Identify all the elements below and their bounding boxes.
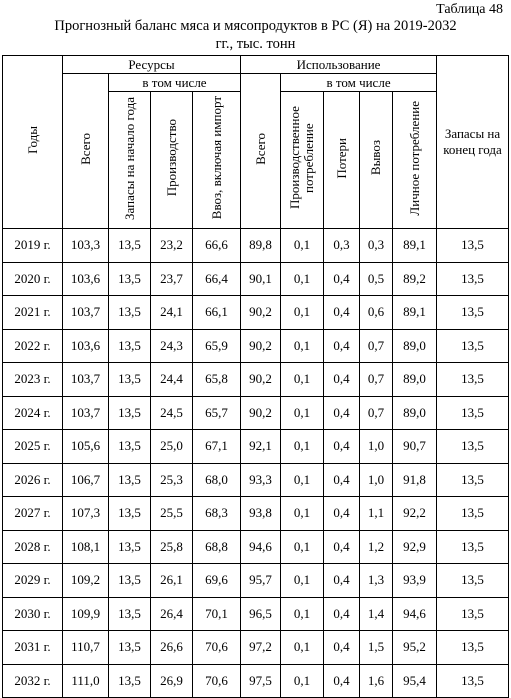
year-cell: 2025 г.: [3, 430, 63, 464]
year-cell: 2026 г.: [3, 463, 63, 497]
value-cell: 103,6: [63, 329, 109, 363]
header-usage-total: Всего: [241, 74, 281, 229]
value-cell: 66,6: [193, 229, 241, 263]
value-cell: 13,5: [437, 597, 509, 631]
value-cell: 97,2: [241, 631, 281, 665]
value-cell: 95,2: [393, 631, 437, 665]
header-usage: Использование: [241, 56, 437, 74]
value-cell: 0,1: [281, 564, 324, 598]
year-cell: 2031 г.: [3, 631, 63, 665]
value-cell: 23,2: [151, 229, 193, 263]
value-cell: 13,5: [109, 296, 151, 330]
value-cell: 0,1: [281, 463, 324, 497]
table-row: [3, 262, 509, 296]
value-cell: 108,1: [63, 530, 109, 564]
value-cell: 13,5: [437, 463, 509, 497]
value-cell: 94,6: [393, 597, 437, 631]
value-cell: 103,7: [63, 296, 109, 330]
value-cell: 0,1: [281, 329, 324, 363]
value-cell: 90,2: [241, 296, 281, 330]
value-cell: 90,7: [393, 430, 437, 464]
table-row: [3, 631, 509, 665]
value-cell: 0,4: [324, 631, 360, 665]
value-cell: 26,6: [151, 631, 193, 665]
table-row: [3, 463, 509, 497]
value-cell: 103,7: [63, 396, 109, 430]
value-cell: 25,3: [151, 463, 193, 497]
value-cell: 24,1: [151, 296, 193, 330]
value-cell: 13,5: [109, 530, 151, 564]
value-cell: 68,0: [193, 463, 241, 497]
value-cell: 89,0: [393, 396, 437, 430]
table-row: [3, 430, 509, 464]
value-cell: 26,1: [151, 564, 193, 598]
table-body: [3, 229, 509, 698]
value-cell: 0,4: [324, 564, 360, 598]
value-cell: 1,0: [360, 430, 393, 464]
year-cell: 2027 г.: [3, 497, 63, 531]
value-cell: 0,1: [281, 430, 324, 464]
value-cell: 66,4: [193, 262, 241, 296]
table-title: Прогнозный баланс мяса и мясопродуктов в РС (Я) на 2019-2032: [54, 18, 457, 34]
value-cell: 106,7: [63, 463, 109, 497]
value-cell: 13,5: [437, 497, 509, 531]
value-cell: 90,1: [241, 262, 281, 296]
value-cell: 13,5: [109, 396, 151, 430]
header-losses: Потери: [324, 92, 360, 229]
table-row: [3, 530, 509, 564]
value-cell: 0,7: [360, 329, 393, 363]
value-cell: 13,5: [109, 463, 151, 497]
table-row: [3, 396, 509, 430]
value-cell: 24,3: [151, 329, 193, 363]
value-cell: 13,5: [109, 664, 151, 698]
value-cell: 90,2: [241, 329, 281, 363]
table-title-units: гг., тыс. тонн: [215, 36, 296, 52]
value-cell: 13,5: [109, 363, 151, 397]
year-cell: 2032 г.: [3, 664, 63, 698]
value-cell: 0,4: [324, 597, 360, 631]
year-cell: 2024 г.: [3, 396, 63, 430]
value-cell: 109,9: [63, 597, 109, 631]
value-cell: 95,4: [393, 664, 437, 698]
value-cell: 1,0: [360, 463, 393, 497]
value-cell: 0,6: [360, 296, 393, 330]
value-cell: 13,5: [437, 631, 509, 665]
value-cell: 70,6: [193, 631, 241, 665]
value-cell: 65,7: [193, 396, 241, 430]
value-cell: 0,1: [281, 497, 324, 531]
header-export: Вывоз: [360, 92, 393, 229]
value-cell: 13,5: [437, 564, 509, 598]
year-cell: 2020 г.: [3, 262, 63, 296]
table-row: [3, 597, 509, 631]
value-cell: 68,8: [193, 530, 241, 564]
value-cell: 90,2: [241, 363, 281, 397]
header-stocks-end: Запасы на конец года: [437, 56, 509, 229]
value-cell: 70,1: [193, 597, 241, 631]
value-cell: 95,7: [241, 564, 281, 598]
value-cell: 0,1: [281, 262, 324, 296]
value-cell: 67,1: [193, 430, 241, 464]
value-cell: 13,5: [109, 229, 151, 263]
value-cell: 93,8: [241, 497, 281, 531]
table-row: [3, 329, 509, 363]
year-cell: 2019 г.: [3, 229, 63, 263]
value-cell: 105,6: [63, 430, 109, 464]
value-cell: 0,4: [324, 530, 360, 564]
value-cell: 0,7: [360, 363, 393, 397]
table-row: [3, 296, 509, 330]
value-cell: 0,4: [324, 430, 360, 464]
value-cell: 89,0: [393, 329, 437, 363]
value-cell: 1,2: [360, 530, 393, 564]
value-cell: 13,5: [437, 296, 509, 330]
header-production: Производство: [151, 92, 193, 229]
value-cell: 0,1: [281, 631, 324, 665]
value-cell: 111,0: [63, 664, 109, 698]
value-cell: 0,7: [360, 396, 393, 430]
value-cell: 96,5: [241, 597, 281, 631]
value-cell: 70,6: [193, 664, 241, 698]
header-years: Годы: [3, 56, 63, 229]
value-cell: 13,5: [109, 329, 151, 363]
value-cell: 26,9: [151, 664, 193, 698]
value-cell: 13,5: [109, 497, 151, 531]
table-row: [3, 497, 509, 531]
meat-balance-table: [2, 55, 509, 698]
value-cell: 94,6: [241, 530, 281, 564]
value-cell: 0,4: [324, 664, 360, 698]
header-import: Ввоз, включая импорт: [193, 92, 241, 229]
table-row: [3, 564, 509, 598]
value-cell: 13,5: [109, 262, 151, 296]
header-usage-including: в том числе: [281, 74, 437, 92]
value-cell: 0,4: [324, 329, 360, 363]
value-cell: 13,5: [437, 363, 509, 397]
value-cell: 92,1: [241, 430, 281, 464]
header-personal-consumption: Личное потребление: [393, 92, 437, 229]
year-cell: 2030 г.: [3, 597, 63, 631]
year-cell: 2023 г.: [3, 363, 63, 397]
table-row: [3, 363, 509, 397]
year-cell: 2028 г.: [3, 530, 63, 564]
value-cell: 13,5: [437, 329, 509, 363]
value-cell: 0,4: [324, 262, 360, 296]
header-industrial-consumption: Производственное потребление: [281, 92, 324, 229]
value-cell: 1,5: [360, 631, 393, 665]
value-cell: 13,5: [437, 262, 509, 296]
value-cell: 68,3: [193, 497, 241, 531]
value-cell: 0,1: [281, 229, 324, 263]
value-cell: 13,5: [437, 530, 509, 564]
value-cell: 89,1: [393, 296, 437, 330]
value-cell: 13,5: [437, 396, 509, 430]
value-cell: 89,2: [393, 262, 437, 296]
value-cell: 13,5: [109, 597, 151, 631]
value-cell: 0,1: [281, 296, 324, 330]
value-cell: 1,4: [360, 597, 393, 631]
year-cell: 2029 г.: [3, 564, 63, 598]
value-cell: 90,2: [241, 396, 281, 430]
value-cell: 1,3: [360, 564, 393, 598]
header-resources-total: Всего: [63, 74, 109, 229]
value-cell: 93,9: [393, 564, 437, 598]
value-cell: 0,1: [281, 597, 324, 631]
value-cell: 0,4: [324, 396, 360, 430]
header-resources: Ресурсы: [63, 56, 241, 74]
value-cell: 97,5: [241, 664, 281, 698]
value-cell: 0,4: [324, 363, 360, 397]
table-row: [3, 664, 509, 698]
value-cell: 89,8: [241, 229, 281, 263]
value-cell: 65,9: [193, 329, 241, 363]
value-cell: 0,1: [281, 396, 324, 430]
value-cell: 0,4: [324, 463, 360, 497]
value-cell: 25,5: [151, 497, 193, 531]
value-cell: 103,7: [63, 363, 109, 397]
value-cell: 26,4: [151, 597, 193, 631]
value-cell: 0,4: [324, 296, 360, 330]
value-cell: 24,4: [151, 363, 193, 397]
value-cell: 25,0: [151, 430, 193, 464]
year-cell: 2022 г.: [3, 329, 63, 363]
year-cell: 2021 г.: [3, 296, 63, 330]
table-number: Таблица 48: [436, 2, 503, 17]
table-row: [3, 229, 509, 263]
value-cell: 107,3: [63, 497, 109, 531]
value-cell: 13,5: [109, 430, 151, 464]
value-cell: 13,5: [437, 664, 509, 698]
value-cell: 1,1: [360, 497, 393, 531]
header-stocks-start: Запасы на начало года: [109, 92, 151, 229]
value-cell: 89,1: [393, 229, 437, 263]
value-cell: 103,6: [63, 262, 109, 296]
value-cell: 0,3: [360, 229, 393, 263]
value-cell: 89,0: [393, 363, 437, 397]
value-cell: 103,3: [63, 229, 109, 263]
value-cell: 110,7: [63, 631, 109, 665]
value-cell: 13,5: [109, 631, 151, 665]
value-cell: 0,4: [324, 497, 360, 531]
value-cell: 13,5: [109, 564, 151, 598]
value-cell: 1,6: [360, 664, 393, 698]
value-cell: 69,6: [193, 564, 241, 598]
value-cell: 25,8: [151, 530, 193, 564]
value-cell: 0,1: [281, 530, 324, 564]
value-cell: 91,8: [393, 463, 437, 497]
value-cell: 93,3: [241, 463, 281, 497]
value-cell: 13,5: [437, 229, 509, 263]
value-cell: 92,9: [393, 530, 437, 564]
value-cell: 65,8: [193, 363, 241, 397]
value-cell: 109,2: [63, 564, 109, 598]
header-resources-including: в том числе: [109, 74, 241, 92]
value-cell: 0,3: [324, 229, 360, 263]
value-cell: 0,1: [281, 363, 324, 397]
value-cell: 13,5: [437, 430, 509, 464]
value-cell: 24,5: [151, 396, 193, 430]
value-cell: 0,5: [360, 262, 393, 296]
value-cell: 23,7: [151, 262, 193, 296]
value-cell: 66,1: [193, 296, 241, 330]
value-cell: 92,2: [393, 497, 437, 531]
value-cell: 0,1: [281, 664, 324, 698]
